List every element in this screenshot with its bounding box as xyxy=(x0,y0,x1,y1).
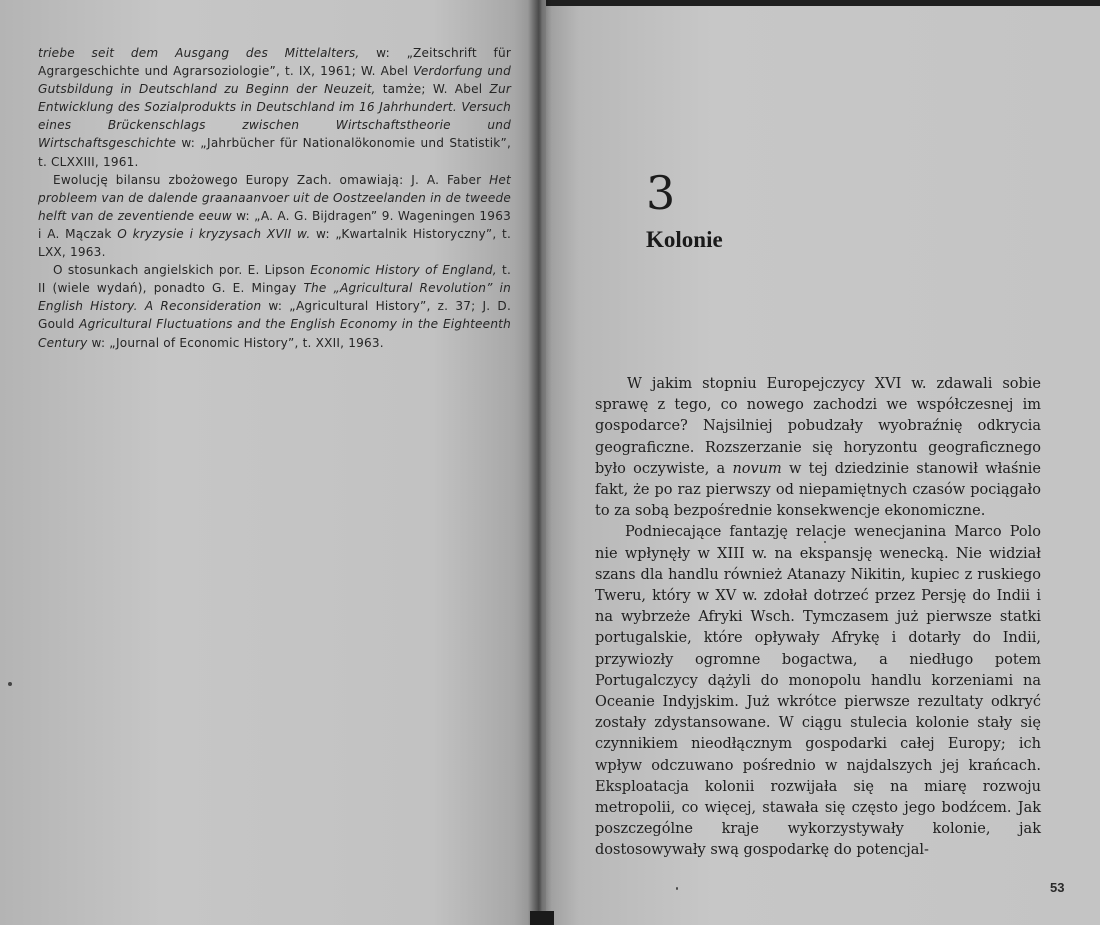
paper-speck xyxy=(8,682,12,686)
note-paragraph xyxy=(38,261,511,351)
chapter-title: Kolonie xyxy=(646,227,723,252)
text-run: w: „A. A. G. Bijdragen” 9. Wageningen 1963 i A. Mączak xyxy=(38,208,511,241)
italic-text: The „Agricultural Revolution” in English History. A Reconsideration xyxy=(38,281,511,314)
left-page xyxy=(0,0,541,925)
body-paragraph xyxy=(595,522,1041,861)
italic-text: novum xyxy=(732,460,782,477)
text-run: w: „Kwartalnik Historyczny”, t. LXX, 1963. xyxy=(38,226,511,260)
body-paragraph xyxy=(595,374,1041,522)
note-paragraph xyxy=(38,171,511,261)
page-top-edge xyxy=(546,0,1100,6)
italic-text: Economic History of England, xyxy=(310,263,497,278)
paper-speck xyxy=(824,541,826,543)
italic-text: Zur Entwicklung des Sozialprodukts in Deutschland im 16 Jahrhundert. Versuch eines Brückenschlags zwischen Wirtschaftstheorie und Wirtschaftsgeschichte xyxy=(38,82,512,151)
bibliographic-notes xyxy=(38,44,511,352)
italic-text: Het probleem van de dalende graanaanvoer uit de Oostzeelanden in de tweede helft van de zeventiende eeuw xyxy=(38,172,511,223)
text-run: O stosunkach angielskich por. E. Lipson xyxy=(53,263,311,278)
paper-speck xyxy=(676,887,678,890)
italic-text: Agricultural Fluctuations and the English Economy in the Eighteenth Century xyxy=(38,317,511,350)
text-run: w: „Journal of Economic History”, t. XXII, 1963. xyxy=(87,335,384,350)
italic-text: O kryzysie i kryzysach XVII w. xyxy=(117,226,311,241)
chapter-number: 3 xyxy=(646,166,676,220)
text-run: w: „Agricultural History”, z. 37; J. D. Gould xyxy=(38,299,511,332)
text-run: Ewolucję bilansu zbożowego Europy Zach. omawiają: J. A. Faber xyxy=(53,172,490,187)
text-run: w: „Jahrbücher für Nationalökonomie und Statistik”, t. CLXXIII, 1961. xyxy=(38,136,511,169)
chapter-body-text xyxy=(595,374,1041,862)
italic-text: Verdorfung und Gutsbildung in Deutschland zu Beginn der Neuzeit, xyxy=(38,64,511,97)
text-run: w: „Zeitschrift für Agrargeschichte und Agrarsoziologie”, t. IX, 1961; W. Abel xyxy=(38,46,512,79)
text-run: tamże; W. Abel xyxy=(375,82,490,97)
text-run: W jakim stopniu Europejczycy XVI w. zdawali sobie sprawę z tego, co nowego zachodzi we współczesnej im gospodarce? Najsilniej pobudzały wyobraźnię odkrycia geograficzne. Rozszerzanie się horyzontu geograficznego było oczywiste, a xyxy=(595,376,1041,477)
italic-text: triebe seit dem Ausgang des Mittelalters, xyxy=(38,46,360,60)
note-paragraph xyxy=(38,44,511,171)
text-run: t. II (wiele wydań), ponadto G. E. Mingay xyxy=(38,263,511,296)
text-run: Podniecające fantazję relacje wenecjanina Marco Polo nie wpłynęły w XIII w. na ekspansję wenecką. Nie widział szans dla handlu również Atanazy Nikitin, kupiec z ruskiego Tweru, który w XV w. zdołał dotrzeć przez Persję do Indii i na wybrzeże Afryki Wsch. Tymczasem już pierwsze statki portugalskie, które opływały Afrykę i dotarły do Indii, przywiozły ogromne bogactwa, a niedługo potem Portugalczycy dążyli do monopolu handlu korzeniami na Oceanie Indyjskim. Już wkrótce pierwsze rezultaty odkryć zostały zdystansowane. W ciągu stulecia kolonie stały się czynnikiem nieodłącznym gospodarki całej Europy; ich wpływ odczuwano pośrednio w najdalszych jej krańcach. Eksploatacja kolonii rozwijała się na miarę rozwoju metropolii, co więcej, stawała się często jego bodźcem. Jak poszczególne kraje wykorzystywały kolonie, jak dostosowywały swą gospodarkę do potencjal- xyxy=(595,524,1041,859)
page-number: 53 xyxy=(1050,880,1065,895)
spine-bottom xyxy=(530,911,554,925)
text-run: w tej dziedzinie stanowił właśnie fakt, że po raz pierwszy od niepamiętnych czasów pociągało to za sobą bezpośrednie konsekwencje ekonomiczne. xyxy=(595,460,1041,520)
